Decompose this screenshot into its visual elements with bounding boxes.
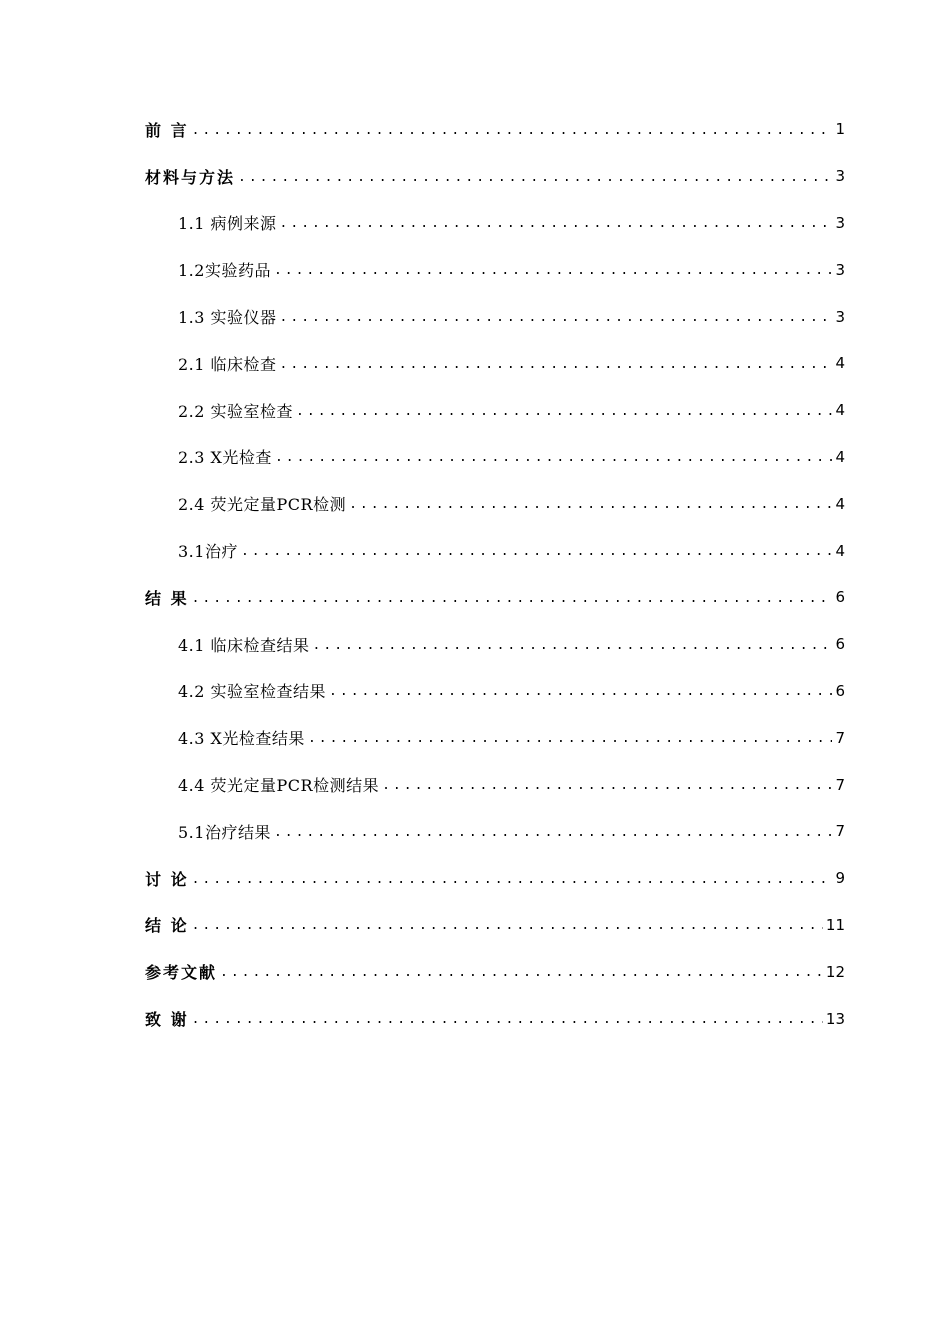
toc-leader-dots [280, 357, 833, 372]
toc-entry[interactable] [145, 714, 845, 761]
toc-entry[interactable] [145, 574, 845, 621]
toc-leader-dots [308, 731, 833, 746]
toc-entry-title: 4.2 实验室检查结果 [178, 682, 327, 702]
toc-entry-page: 9 [835, 869, 845, 888]
toc-leader-dots [275, 450, 833, 465]
toc-entry-title: 讨 论 [145, 869, 189, 889]
toc-entry-page: 4 [835, 541, 845, 560]
toc-entry[interactable] [145, 761, 845, 808]
toc-entry-title: 致 谢 [145, 1010, 189, 1030]
toc-entry[interactable] [145, 200, 845, 247]
toc-leader-dots [280, 310, 833, 325]
toc-entry-page: 11 [825, 915, 845, 934]
toc-leader-dots [192, 1012, 823, 1027]
toc-leader-dots [192, 591, 833, 606]
toc-entry-title: 2.4 荧光定量PCR检测 [178, 495, 347, 515]
toc-leader-dots [192, 123, 833, 138]
toc-entry-page: 6 [835, 588, 845, 607]
toc-entry[interactable] [145, 808, 845, 855]
toc-entry[interactable] [145, 902, 845, 949]
toc-entry-page: 4 [835, 354, 845, 373]
toc-leader-dots [296, 404, 832, 419]
toc-leader-dots [313, 638, 833, 653]
toc-entry[interactable] [145, 480, 845, 527]
toc-entry-page: 6 [835, 635, 845, 654]
toc-entry-title: 4.4 荧光定量PCR检测结果 [178, 776, 380, 796]
toc-leader-dots [274, 825, 833, 840]
toc-entry-page: 3 [835, 213, 845, 232]
toc-entry-title: 参考文献 [145, 963, 218, 983]
toc-entry-title: 2.1 临床检查 [178, 354, 277, 374]
toc-entry-title: 前 言 [145, 120, 189, 140]
toc-entry-title: 4.3 X光检查结果 [178, 729, 305, 749]
toc-entry-title: 2.3 X光检查 [178, 448, 272, 468]
toc-entry-title: 结 果 [145, 588, 189, 608]
toc-entry-page: 6 [835, 681, 845, 700]
toc-entry-page: 1 [835, 120, 845, 139]
toc-leader-dots [238, 170, 832, 185]
toc-leader-dots [220, 965, 823, 980]
toc-entry[interactable] [145, 434, 845, 481]
toc-entry-page: 3 [835, 260, 845, 279]
toc-entry[interactable] [145, 153, 845, 200]
toc-entry-title: 2.2 实验室检查 [178, 401, 294, 421]
toc-leader-dots [329, 684, 832, 699]
toc-entry[interactable] [145, 106, 845, 153]
toc-entry-page: 4 [835, 494, 845, 513]
toc-entry-title: 4.1 临床检查结果 [178, 635, 310, 655]
toc-entry-title: 1.1 病例来源 [178, 214, 277, 234]
toc-entry[interactable] [145, 246, 845, 293]
toc-entry[interactable] [145, 527, 845, 574]
toc-entry-title: 结 论 [145, 916, 189, 936]
toc-leader-dots [349, 497, 832, 512]
toc-leader-dots [382, 778, 832, 793]
toc-entry-title: 1.3 实验仪器 [178, 308, 277, 328]
toc-entry-title: 5.1治疗结果 [178, 822, 271, 842]
toc-leader-dots [280, 216, 833, 231]
toc-entry-page: 12 [825, 962, 845, 981]
toc-entry-title: 材料与方法 [145, 167, 236, 187]
toc-entry[interactable] [145, 995, 845, 1042]
toc-entry-page: 7 [835, 822, 845, 841]
toc-entry-page: 4 [835, 401, 845, 420]
toc-entry-page: 7 [835, 775, 845, 794]
toc-leader-dots [192, 918, 823, 933]
toc-leader-dots [274, 263, 833, 278]
toc-entry-title: 3.1治疗 [178, 542, 238, 562]
toc-leader-dots [192, 872, 833, 887]
toc-entry[interactable] [145, 948, 845, 995]
toc-entry[interactable] [145, 387, 845, 434]
toc-entry-page: 7 [835, 728, 845, 747]
toc-entry[interactable] [145, 340, 845, 387]
toc-entry-page: 4 [835, 447, 845, 466]
table-of-contents [145, 106, 845, 1042]
toc-leader-dots [241, 544, 833, 559]
toc-entry[interactable] [145, 668, 845, 715]
toc-entry-page: 13 [825, 1009, 845, 1028]
toc-entry-page: 3 [835, 167, 845, 186]
toc-entry[interactable] [145, 293, 845, 340]
toc-entry-title: 1.2实验药品 [178, 261, 271, 281]
toc-entry[interactable] [145, 621, 845, 668]
toc-entry-page: 3 [835, 307, 845, 326]
toc-entry[interactable] [145, 855, 845, 902]
